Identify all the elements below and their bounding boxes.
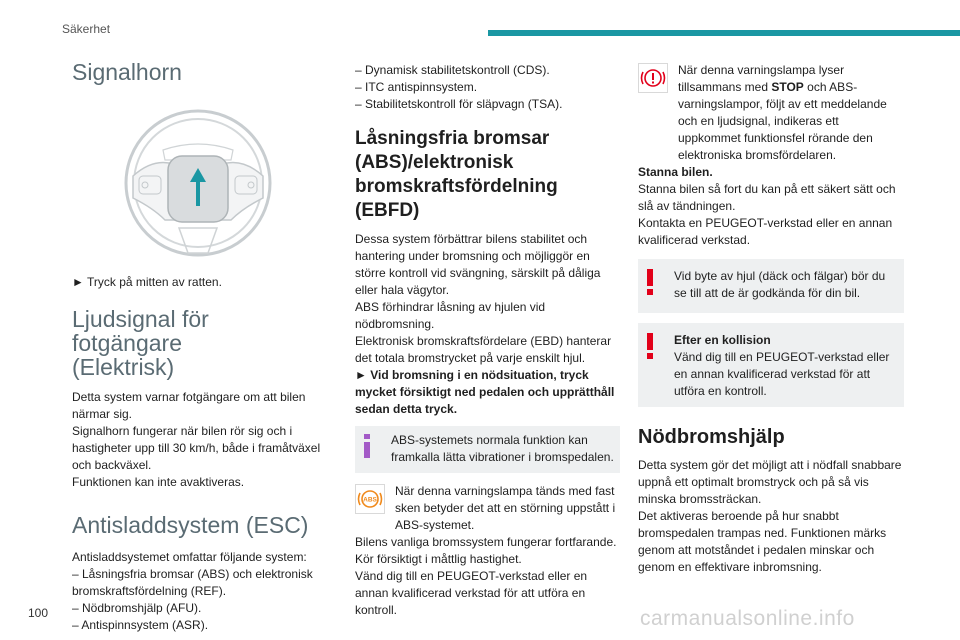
- column-left: [72, 58, 324, 634]
- info-box: [355, 426, 620, 473]
- column-middle: [355, 62, 620, 619]
- steering-wheel-illustration: [113, 108, 283, 258]
- abs-text: Dessa system förbättrar bilens stabilitet och hantering under bromsning och möjliggör en större kontroll vid svängning, särskilt på dåliga eller hala vägytor.: [355, 232, 601, 297]
- info-text: ABS-systemets normala funktion kan framkalla lätta vibrationer i bromspedalen.: [391, 433, 614, 464]
- stop-text: Stanna bilen så fort du kan på ett säkert sätt och slå av tändningen.: [638, 182, 896, 213]
- page-number: 100: [28, 606, 49, 620]
- abs-lamp-text: Kör försiktigt i måttlig hastighet.: [355, 552, 522, 566]
- signalhorn-title: Signalhorn: [72, 59, 182, 85]
- warning-text: Vänd dig till en PEUGEOT-verkstad eller en annan kvalificerad verkstad för att utföra en kontroll.: [674, 350, 890, 398]
- abs-lamp-text: Bilens vanliga bromssystem fungerar fortfarande.: [355, 535, 617, 549]
- pedestrian-text: Detta system varnar fotgängare om att bilen närmar sig.: [72, 390, 306, 421]
- pedestrian-text: Signalhorn fungerar när bilen rör sig och i hastigheter upp till 30 km/h, både i framåtväxel och backväxel.: [72, 424, 321, 472]
- warning-icon: [644, 332, 656, 360]
- stop-instruction: Stanna bilen.: [638, 165, 713, 179]
- abs-step: ► Vid bromsning i en nödsituation, tryck mycket försiktigt ned pedalen och upprätthåll sedan detta tryck.: [355, 368, 615, 416]
- abs-lamp-text: Vänd dig till en PEUGEOT-verkstad eller en annan kvalificerad verkstad för att utföra en kontroll.: [355, 569, 588, 617]
- nodbromshjalp-text: Det aktiveras beroende på hur snabbt bromspedalen trampas ned. Funktionen märks genom att motståndet i pedalen minskar och genom en effektivare inbromsning.: [638, 509, 887, 574]
- contact-text: Kontakta en PEUGEOT-verkstad eller en annan kvalificerad verkstad.: [638, 216, 893, 247]
- esc-title: Antisladdsystem (ESC): [72, 512, 309, 538]
- brake-warning-lamp-icon: [638, 63, 668, 93]
- abs-lamp-text: När denna varningslampa tänds med fast sken betyder det att en störning uppstått i ABS-systemet.: [395, 484, 616, 532]
- pedestrian-title-line2: (Elektrisk): [72, 354, 175, 380]
- svg-text:ABS: ABS: [363, 496, 377, 504]
- nodbromshjalp-text: Detta system gör det möjligt att i nödfall snabbare uppnå ett optimalt bromstryck och på så vis minska bromssträckan.: [638, 458, 902, 506]
- system-list-item: – ITC antispinnsystem.: [355, 80, 478, 94]
- info-icon: [361, 433, 373, 459]
- warning-text: Vid byte av hjul (däck och fälgar) bör du se till att de är godkända för din bil.: [674, 269, 886, 300]
- section-header: Säkerhet: [62, 22, 111, 36]
- nodbromshjalp-title: Nödbromshjälp: [638, 426, 785, 448]
- esc-intro: Antisladdsystemet omfattar följande system:: [72, 550, 307, 564]
- abs-title: Låsningsfria bromsar (ABS)/elektronisk bromskraftsfördelning (EBFD): [355, 128, 558, 221]
- brake-lamp-text: När denna varningslampa lyser tillsammans med STOP och ABS-varningslampor, följt av ett meddelande och en ljudsignal, indikeras ett uppkommet funktionsfel rörande den elektroniska bromsfördelaren.: [678, 63, 887, 162]
- signalhorn-step: ► Tryck på mitten av ratten.: [72, 275, 222, 289]
- abs-text: ABS förhindrar låsning av hjulen vid nödbromsning.: [355, 300, 546, 331]
- warning-box: [638, 259, 904, 313]
- esc-list-item: – Låsningsfria bromsar (ABS) och elektronisk bromskraftsfördelning (REF).: [72, 567, 313, 598]
- header-accent-bar: [488, 30, 960, 36]
- warning-title: Efter en kollision: [674, 333, 771, 347]
- system-list-item: – Dynamisk stabilitetskontroll (CDS).: [355, 63, 550, 77]
- pedestrian-title-line1: Ljudsignal för fotgängare: [72, 306, 209, 356]
- esc-list-item: – Antispinnsystem (ASR).: [72, 618, 209, 632]
- system-list-item: – Stabilitetskontroll för släpvagn (TSA).: [355, 97, 563, 111]
- column-right: [638, 62, 904, 576]
- abs-warning-lamp-icon: [355, 484, 385, 514]
- esc-list-item: – Nödbromshjälp (AFU).: [72, 601, 202, 615]
- warning-box: [638, 323, 904, 407]
- pedestrian-text: Funktionen kan inte avaktiveras.: [72, 475, 245, 489]
- abs-text: Elektronisk bromskraftsfördelare (EBD) hanterar det totala bromstrycket på varje enskilt hjul.: [355, 334, 612, 365]
- warning-icon: [644, 268, 656, 296]
- watermark: carmanualsonline.info: [640, 607, 855, 630]
